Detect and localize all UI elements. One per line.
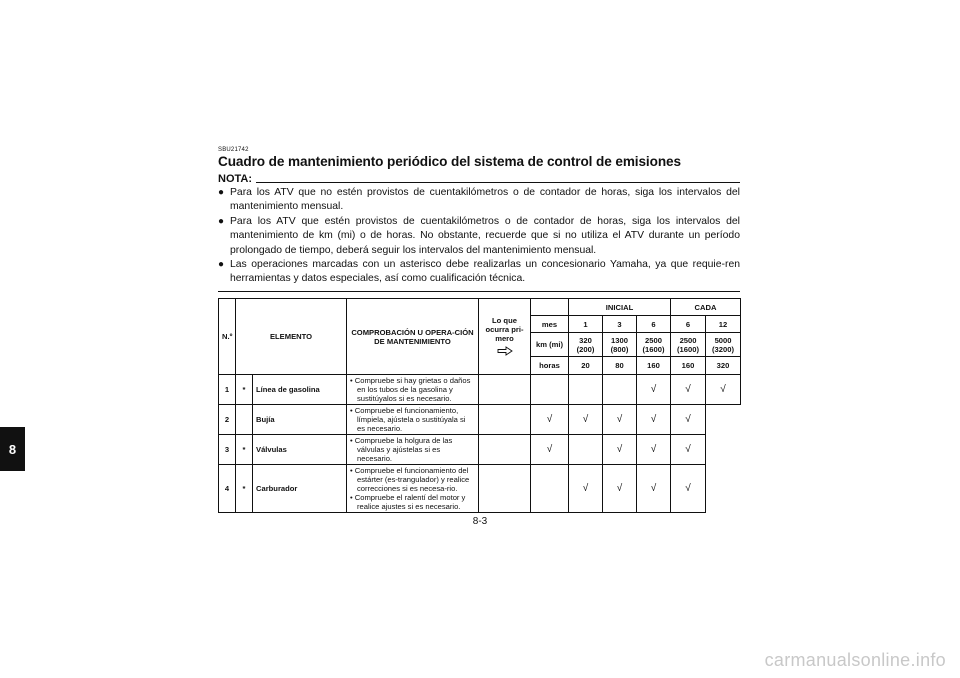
row-description: • Compruebe el funcionamiento, límpiela, ajústela o sustitúyala si es necesario. — [347, 405, 479, 435]
row-num: 2 — [219, 405, 236, 435]
mes-value: 3 — [603, 316, 637, 333]
check-mark: √ — [706, 375, 741, 405]
header-corner — [531, 299, 569, 316]
check-mark — [531, 465, 569, 513]
page-title: Cuadro de mantenimiento periódico del sistema de control de emisiones — [218, 154, 681, 169]
table-row — [219, 465, 741, 513]
horas-value: 80 — [603, 357, 637, 375]
check-mark: √ — [531, 405, 569, 435]
row-empty — [479, 435, 531, 465]
row-description: • Compruebe la holgura de las válvulas y ajústelas si es necesario. — [347, 435, 479, 465]
row-num: 3 — [219, 435, 236, 465]
arrow-right-icon — [482, 346, 527, 358]
check-mark — [603, 375, 637, 405]
row-description: • Compruebe si hay grietas o daños en los tubos de la gasolina y sustitúyalos si es necesario. — [347, 375, 479, 405]
check-mark: √ — [637, 435, 671, 465]
header-num: N.º — [219, 299, 236, 375]
check-mark: √ — [603, 405, 637, 435]
header-element: ELEMENTO — [236, 299, 347, 375]
check-mark — [569, 375, 603, 405]
check-mark: √ — [569, 405, 603, 435]
table-row — [219, 375, 741, 405]
check-mark: √ — [603, 435, 637, 465]
chapter-tab: 8 — [0, 427, 25, 471]
check-mark: √ — [671, 375, 706, 405]
bullet-icon: ● — [218, 259, 225, 271]
nota-label: NOTA: — [218, 173, 253, 185]
row-label-km: km (mi) — [531, 333, 569, 357]
bullet-icon: ● — [218, 215, 225, 227]
mes-value: 6 — [671, 316, 706, 333]
horas-value: 160 — [637, 357, 671, 375]
header-inicial: INICIAL — [569, 299, 671, 316]
row-element: Línea de gasolina — [253, 375, 347, 405]
check-mark: √ — [531, 435, 569, 465]
page-content — [218, 146, 740, 292]
row-star — [236, 405, 253, 435]
check-mark: √ — [637, 465, 671, 513]
page-number: 8-3 — [472, 516, 488, 527]
row-star: * — [236, 435, 253, 465]
km-value: 320 (200) — [569, 333, 603, 357]
row-description: • Compruebe el funcionamiento del estárter (es-trangulador) y realice correcciones si es necesa-rio. • Compruebe el ralentí del motor y realice ajustes si es necesario. — [347, 465, 479, 513]
row-star: * — [236, 465, 253, 513]
km-value: 1300 (800) — [603, 333, 637, 357]
row-star: * — [236, 375, 253, 405]
watermark: carmanualsonline.info — [764, 650, 946, 670]
check-mark — [569, 435, 603, 465]
check-mark: √ — [637, 375, 671, 405]
row-element: Bujía — [253, 405, 347, 435]
row-empty — [531, 375, 569, 405]
table-row — [219, 435, 741, 465]
nota-item: ● Las operaciones marcadas con un asterisco debe realizarlas un concesionario Yamaha, ya que requie-ren herramientas y datos especiales, así como cualificación técnica. — [218, 259, 740, 285]
check-mark: √ — [671, 465, 706, 513]
row-num: 1 — [219, 375, 236, 405]
section-code: SBU21742 — [218, 147, 249, 153]
header-first: Lo que ocurra pri-mero — [479, 299, 531, 375]
row-label-mes: mes — [531, 316, 569, 333]
row-element: Válvulas — [253, 435, 347, 465]
nota-item: ● Para los ATV que estén provistos de cuentakilómetros o de contador de horas, siga los intervalos del mantenimiento de km (mi) o de horas. No obstante, recuerde que si no utiliza el ATV durante un período prolongado de tiempo, deberá seguir los intervalos del mantenimiento mensual. — [218, 215, 740, 256]
check-mark: √ — [671, 435, 706, 465]
check-mark: √ — [671, 405, 706, 435]
header-cada: CADA — [671, 299, 741, 316]
check-mark: √ — [569, 465, 603, 513]
row-empty — [479, 375, 531, 405]
nota-item: ● Para los ATV que no estén provistos de cuentakilómetros o de contador de horas, siga los intervalos del mantenimiento mensual. — [218, 187, 740, 213]
check-mark: √ — [603, 465, 637, 513]
maintenance-table — [218, 298, 741, 513]
horas-value: 320 — [706, 357, 741, 375]
row-num: 4 — [219, 465, 236, 513]
bullet-icon: ● — [218, 187, 225, 198]
horas-value: 20 — [569, 357, 603, 375]
nota-rule — [256, 182, 740, 183]
row-empty — [479, 405, 531, 435]
km-value: 5000 (3200) — [706, 333, 741, 357]
nota-header — [218, 172, 740, 186]
row-empty — [479, 465, 531, 513]
km-value: 2500 (1600) — [637, 333, 671, 357]
header-check: COMPROBACIÓN U OPERA-CIÓN DE MANTENIMIENTO — [347, 299, 479, 375]
nota-end-rule — [218, 291, 740, 292]
mes-value: 12 — [706, 316, 741, 333]
km-value: 2500 (1600) — [671, 333, 706, 357]
row-element: Carburador — [253, 465, 347, 513]
table-row — [219, 405, 741, 435]
horas-value: 160 — [671, 357, 706, 375]
mes-value: 1 — [569, 316, 603, 333]
row-label-horas: horas — [531, 357, 569, 375]
check-mark: √ — [637, 405, 671, 435]
nota-list — [218, 186, 740, 287]
mes-value: 6 — [637, 316, 671, 333]
